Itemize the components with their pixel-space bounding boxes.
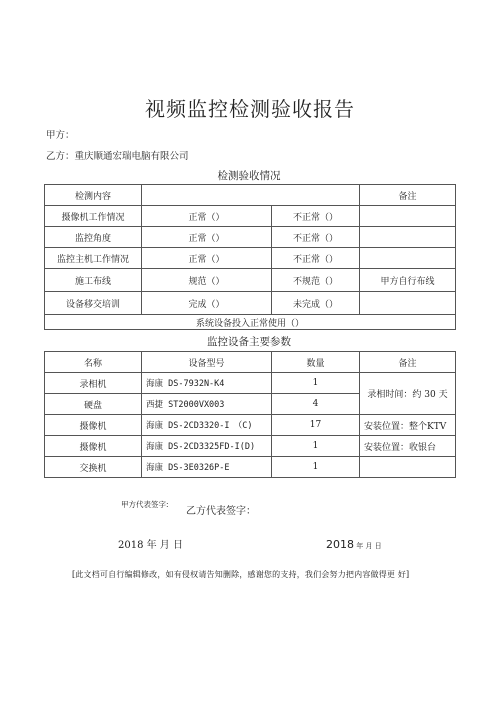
name-cell: 摄像机 xyxy=(45,415,142,436)
table-row xyxy=(45,206,456,227)
qty-cell: 4 xyxy=(272,394,360,415)
equipment-table xyxy=(44,351,456,478)
item-cell: 摄像机工作情况 xyxy=(45,206,142,227)
header-cell: 备注 xyxy=(360,185,456,206)
option-cell: 不正常（） xyxy=(272,227,360,248)
note-cell xyxy=(360,248,456,269)
qty-cell: 1 xyxy=(272,436,360,457)
table-row xyxy=(45,185,456,206)
party-b-signature-label: 乙方代表签字： xyxy=(186,506,256,517)
table-row xyxy=(45,457,456,478)
equipment-heading: 监控设备主要参数 xyxy=(207,336,291,348)
option-cell: 不正常（） xyxy=(272,206,360,227)
header-cell: 备注 xyxy=(360,352,456,373)
model-cell: 西捷 ST2000VX003 xyxy=(142,394,272,415)
header-cell: 检测内容 xyxy=(45,185,142,206)
model-cell: 海康 DS-2CD3320-I （C) xyxy=(142,415,272,436)
item-cell: 施工布线 xyxy=(45,269,142,292)
model-cell: 海康 DS-2CD3325FD-I(D) xyxy=(142,436,272,457)
table-row xyxy=(45,292,456,315)
table-row xyxy=(45,436,456,457)
option-cell: 未完成（） xyxy=(272,292,360,315)
system-status-cell: 系统设备投入正常使用（） xyxy=(45,315,456,330)
note-cell: 录相时间：约 30 天 xyxy=(360,373,456,415)
party-a-label: 甲方： xyxy=(46,130,75,141)
option-cell: 完成（） xyxy=(142,292,272,315)
name-cell: 录相机 xyxy=(45,373,142,394)
footer-note: [此文档可自行编辑修改，如有侵权请告知删除，感谢您的支持，我们会努力把内容做得更 好] xyxy=(72,570,410,579)
party-a-date: 2018 年 月 日 xyxy=(118,540,183,551)
name-cell: 交换机 xyxy=(45,457,142,478)
note-cell: 安装位置：整个KTV xyxy=(360,415,456,436)
item-cell: 监控角度 xyxy=(45,227,142,248)
date-year: 2018 xyxy=(326,538,354,551)
header-cell: 设备型号 xyxy=(142,352,272,373)
option-cell: 不正常（） xyxy=(272,248,360,269)
note-cell xyxy=(360,206,456,227)
note-cell: 安装位置：收银台 xyxy=(360,436,456,457)
table-row xyxy=(45,373,456,394)
date-rest: 年 月 日 xyxy=(354,542,382,550)
party-b-date xyxy=(326,533,382,552)
party-a-signature-label: 甲方代表签字: xyxy=(121,500,169,509)
table-row xyxy=(45,227,456,248)
qty-cell: 17 xyxy=(272,415,360,436)
table-row xyxy=(45,415,456,436)
document-title: 视频监控检测验收报告 xyxy=(145,97,355,121)
option-cell: 不规范（） xyxy=(272,269,360,292)
name-cell: 硬盘 xyxy=(45,394,142,415)
header-cell xyxy=(142,185,360,206)
name-cell: 摄像机 xyxy=(45,436,142,457)
table-row xyxy=(45,269,456,292)
party-b-label: 乙方：重庆顺通宏瑞电脑有限公司 xyxy=(46,151,189,162)
inspection-table xyxy=(44,184,456,330)
table-row xyxy=(45,248,456,269)
header-cell: 数量 xyxy=(272,352,360,373)
note-cell: 甲方自行布线 xyxy=(360,269,456,292)
table-row xyxy=(45,315,456,330)
option-cell: 正常（） xyxy=(142,206,272,227)
qty-cell: 1 xyxy=(272,457,360,478)
option-cell: 正常（） xyxy=(142,248,272,269)
note-cell xyxy=(360,292,456,315)
inspection-heading: 检测验收情况 xyxy=(217,170,281,182)
item-cell: 设备移交培训 xyxy=(45,292,142,315)
option-cell: 正常（） xyxy=(142,227,272,248)
model-cell: 海康 DS-7932N-K4 xyxy=(142,373,272,394)
option-cell: 规范（） xyxy=(142,269,272,292)
model-cell: 海康 DS-3E0326P-E xyxy=(142,457,272,478)
item-cell: 监控主机工作情况 xyxy=(45,248,142,269)
header-cell: 名称 xyxy=(45,352,142,373)
table-row xyxy=(45,352,456,373)
note-cell xyxy=(360,227,456,248)
qty-cell: 1 xyxy=(272,373,360,394)
note-cell xyxy=(360,457,456,478)
